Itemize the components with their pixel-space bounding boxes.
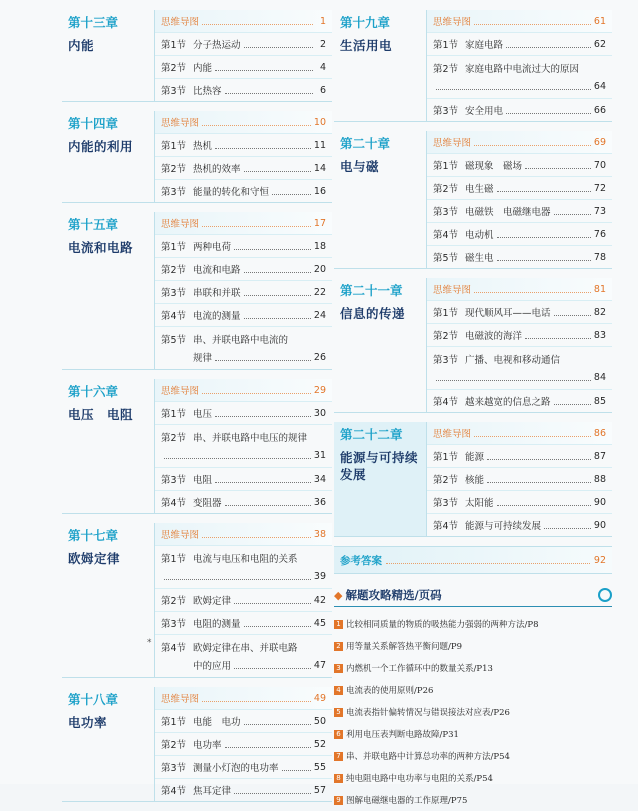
section-title: 焦耳定律: [193, 786, 232, 797]
page-number: 76: [593, 228, 606, 240]
chapter-block: [62, 10, 332, 102]
mind-map-label: 思维导图: [161, 17, 200, 28]
toc-section-entry[interactable]: [155, 425, 332, 468]
section-number: 第3节: [161, 619, 187, 630]
toc-section-entry[interactable]: [427, 200, 612, 223]
toc-section-entry[interactable]: [155, 56, 332, 79]
section-title: 比热容: [193, 86, 222, 97]
strategy-item[interactable]: [334, 789, 612, 811]
answers-label: 参考答案: [340, 554, 382, 567]
item-number-badge: 7: [334, 752, 343, 761]
page-number: 47: [313, 659, 326, 671]
strategy-item-text: 用等量关系解答热平衡问题/P9: [346, 642, 462, 652]
section-title: 欧姆定律: [193, 596, 232, 607]
item-number-badge: 2: [334, 642, 343, 651]
mind-map-entry[interactable]: [427, 422, 612, 445]
chapter-sections: [154, 212, 332, 369]
section-title: 串、并联电路中电压的规律: [193, 433, 308, 444]
section-number: 第2节: [433, 64, 459, 75]
chapter-block: [62, 379, 332, 514]
page-number: 49: [313, 692, 326, 704]
section-number: 第1节: [161, 717, 187, 728]
section-number: 第1节: [161, 242, 187, 253]
toc-section-entry[interactable]: [427, 390, 612, 412]
section-title: 电流的测量: [193, 311, 241, 322]
chapter-heading: [334, 278, 426, 412]
mind-map-entry[interactable]: [155, 523, 332, 546]
strategy-item-text: 比较相同质量的物质的吸热能力强弱的两种方法/P8: [346, 620, 539, 630]
chapter-block: [334, 10, 612, 122]
chapter-heading: [62, 111, 154, 202]
chapter-title: 电与磁: [340, 159, 380, 174]
section-number: 第2节: [161, 63, 187, 74]
chapter-heading: [62, 10, 154, 101]
toc-section-entry[interactable]: [155, 491, 332, 513]
item-number-badge: 5: [334, 708, 343, 717]
mind-map-entry[interactable]: [427, 10, 612, 33]
page-number: 90: [593, 496, 606, 508]
page-number: 17: [313, 217, 326, 229]
toc-section-entry[interactable]: [427, 246, 612, 268]
toc-section-entry[interactable]: [155, 733, 332, 756]
toc-section-entry[interactable]: [155, 33, 332, 56]
toc-section-entry[interactable]: [155, 589, 332, 612]
section-title: 电功率: [193, 740, 222, 751]
page-number: 38: [313, 528, 326, 540]
section-number: 第2节: [433, 331, 459, 342]
mind-map-label: 思维导图: [433, 138, 472, 149]
strategy-item-text: 图解电磁继电器的工作原理/P75: [346, 796, 468, 806]
chapter-number: 第十六章: [68, 384, 119, 399]
chapter-title: 信息的传递: [340, 306, 406, 321]
toc-section-entry[interactable]: [155, 402, 332, 425]
section-title: 串联和并联: [193, 288, 241, 299]
toc-section-entry[interactable]: [155, 79, 332, 101]
section-title: 能源与可持续发展: [465, 521, 542, 532]
section-number: 第1节: [433, 161, 459, 172]
chapter-heading: [62, 379, 154, 513]
section-title: 测量小灯泡的电功率: [193, 763, 279, 774]
strategy-item-text: 内燃机一个工作循环中的数量关系/P13: [346, 664, 493, 674]
page-number: 62: [593, 38, 606, 50]
strategy-item-text: 电流表的使用原则/P26: [346, 686, 434, 696]
mind-map-label: 思维导图: [161, 118, 200, 129]
page-number: 73: [593, 205, 606, 217]
chapter-number: 第十三章: [68, 15, 119, 30]
section-number: 第3节: [161, 763, 187, 774]
toc-left-column: [62, 10, 332, 811]
section-title: 热机的效率: [193, 164, 241, 175]
section-number: 第1节: [433, 452, 459, 463]
chapter-number: 第十八章: [68, 692, 119, 707]
chapter-heading: [62, 523, 154, 677]
page-number: 16: [313, 185, 326, 197]
section-number: 第3节: [433, 355, 459, 366]
page-number: 86: [593, 427, 606, 439]
chapter-heading: [334, 422, 426, 536]
page-number: 52: [313, 738, 326, 750]
section-number: 第1节: [161, 141, 187, 152]
section-title: 家庭电路中电流过大的原因: [465, 64, 580, 75]
section-number: 第1节: [161, 40, 187, 51]
chapter-title: 内能: [68, 38, 95, 53]
section-number: 第4节: [433, 521, 459, 532]
strategy-item[interactable]: [334, 657, 612, 679]
page-number: 90: [593, 519, 606, 531]
toc-section-entry[interactable]: [155, 258, 332, 281]
section-title: 家庭电路: [465, 40, 504, 51]
mind-map-entry[interactable]: [155, 10, 332, 33]
page-number: 11: [313, 139, 326, 151]
page-number: 84: [593, 371, 606, 383]
strategy-title: 解题攻略精选/页码: [345, 588, 442, 602]
page-number: 78: [593, 251, 606, 263]
answers-page: 92: [593, 554, 606, 566]
chapter-title: 内能的利用: [68, 139, 134, 154]
section-number: 第4节: [161, 643, 187, 654]
item-number-badge: 1: [334, 620, 343, 629]
chapter-heading: [334, 131, 426, 268]
mind-map-label: 思维导图: [161, 219, 200, 230]
chapter-number: 第十四章: [68, 116, 119, 131]
page-number: 81: [593, 283, 606, 295]
toc-section-entry[interactable]: [155, 281, 332, 304]
chapter-block: [62, 111, 332, 203]
mind-map-label: 思维导图: [161, 694, 200, 705]
strategy-item[interactable]: [334, 635, 612, 657]
page-number: 14: [313, 162, 326, 174]
mind-map-entry[interactable]: [155, 687, 332, 710]
page-number: 72: [593, 182, 606, 194]
chapter-number: 第二十二章: [340, 427, 403, 442]
mind-map-label: 思维导图: [161, 386, 200, 397]
section-title: 电阻的测量: [193, 619, 241, 630]
mind-map-label: 思维导图: [433, 429, 472, 440]
section-number: 第4节: [161, 311, 187, 322]
item-number-badge: 9: [334, 796, 343, 805]
page-number: 34: [313, 473, 326, 485]
page-number: 4: [319, 61, 326, 73]
chapter-title: 电流和电路: [68, 240, 134, 255]
strategy-item[interactable]: [334, 745, 612, 767]
section-title: 磁现象 磁场: [465, 161, 523, 172]
page-number: 31: [313, 449, 326, 461]
section-number: 第2节: [161, 265, 187, 276]
page-number: 61: [593, 15, 606, 27]
section-title: 太阳能: [465, 498, 494, 509]
section-title: 电能 电功: [193, 717, 241, 728]
chapter-sections: [426, 10, 612, 121]
toc-section-entry[interactable]: [155, 612, 332, 635]
page-number: 20: [313, 263, 326, 275]
chapter-number: 第二十章: [340, 136, 391, 151]
chapter-block: [334, 422, 612, 537]
toc-section-entry[interactable]: [427, 33, 612, 56]
page-number: 30: [313, 407, 326, 419]
section-title: 电阻: [193, 475, 213, 486]
page-number: 70: [593, 159, 606, 171]
page-number: 57: [313, 784, 326, 796]
section-number: 第1节: [433, 40, 459, 51]
toc-section-entry[interactable]: [427, 177, 612, 200]
section-title: 分子热运动: [193, 40, 241, 51]
section-title: 电生磁: [465, 184, 494, 195]
toc-section-entry[interactable]: [427, 56, 612, 99]
page-number: 2: [319, 38, 326, 50]
section-title: 能量的转化和守恒: [193, 187, 270, 198]
mind-map-entry[interactable]: [427, 131, 612, 154]
strategy-item-text: 串、并联电路中计算总功率的两种方法/P54: [346, 752, 510, 762]
page-number: 50: [313, 715, 326, 727]
chapter-sections: [426, 422, 612, 536]
page-number: 45: [313, 617, 326, 629]
page-number: 6: [319, 84, 326, 96]
item-number-badge: 4: [334, 686, 343, 695]
section-title: 热机: [193, 141, 213, 152]
section-number: 第1节: [161, 409, 187, 420]
section-number: 第3节: [161, 86, 187, 97]
section-number: 第3节: [161, 475, 187, 486]
page-number: 10: [313, 116, 326, 128]
mind-map-label: 思维导图: [161, 530, 200, 541]
section-number: 第1节: [161, 554, 187, 565]
toc-section-entry[interactable]: [155, 779, 332, 801]
section-number: 第2节: [433, 184, 459, 195]
section-title: 现代顺风耳——电话: [465, 308, 551, 319]
toc-section-entry[interactable]: [427, 468, 612, 491]
chapter-title: 生活用电: [340, 38, 393, 53]
chapter-block: [62, 212, 332, 370]
section-number: 第4节: [433, 230, 459, 241]
section-title: 变阻器: [193, 498, 222, 509]
section-number: 第2节: [161, 433, 187, 444]
section-number: 第5节: [433, 253, 459, 264]
section-number: 第3节: [161, 288, 187, 299]
section-title: 磁生电: [465, 253, 494, 264]
strategy-header: [334, 584, 612, 607]
mind-map-entry[interactable]: [155, 379, 332, 402]
page-number: 24: [313, 309, 326, 321]
section-title: 两种电荷: [193, 242, 232, 253]
chapter-number: 第二十一章: [340, 283, 403, 298]
strategy-item[interactable]: [334, 613, 612, 635]
strategy-item[interactable]: [334, 767, 612, 789]
chapter-sections: [154, 10, 332, 101]
section-title: 内能: [193, 63, 213, 74]
toc-section-entry[interactable]: [155, 327, 332, 369]
section-number: 第2节: [161, 596, 187, 607]
chapter-block: [62, 687, 332, 802]
chapter-title: 能源与可持续发展: [340, 450, 419, 482]
page-number: 1: [319, 15, 326, 27]
page-number: 87: [593, 450, 606, 462]
chapter-sections: [154, 111, 332, 202]
section-number: 第3节: [433, 207, 459, 218]
section-title: 广播、电视和移动通信: [465, 355, 561, 366]
chapter-title: 电压 电阻: [68, 407, 134, 422]
toc-section-entry[interactable]: [147, 635, 332, 677]
toc-section-entry[interactable]: [155, 546, 332, 589]
mind-map-entry[interactable]: [155, 212, 332, 235]
toc-section-entry[interactable]: [155, 756, 332, 779]
section-number: 第2节: [161, 740, 187, 751]
page-number: 85: [593, 395, 606, 407]
section-number: 第3节: [161, 187, 187, 198]
chapter-number: 第十七章: [68, 528, 119, 543]
chapter-block: [62, 523, 332, 678]
page-number: 26: [313, 351, 326, 363]
chapter-number: 第十五章: [68, 217, 119, 232]
section-title: 电压: [193, 409, 213, 420]
star-icon: *: [147, 638, 152, 648]
toc-right-column: [334, 10, 612, 811]
section-title: 电磁铁 电磁继电器: [465, 207, 551, 218]
toc-section-entry[interactable]: [155, 134, 332, 157]
toc-section-entry[interactable]: [155, 235, 332, 258]
strategy-item-text: 电流表指针偏转情况与错误接法对应表/P26: [346, 708, 510, 718]
toc-section-entry[interactable]: [427, 301, 612, 324]
section-title: 电流和电路: [193, 265, 241, 276]
item-number-badge: 3: [334, 664, 343, 673]
section-title: 电磁波的海洋: [465, 331, 523, 342]
toc-section-entry[interactable]: [155, 468, 332, 491]
diamond-icon: ◆: [334, 588, 343, 602]
page-number: 18: [313, 240, 326, 252]
item-number-badge: 6: [334, 730, 343, 739]
toc-section-entry[interactable]: [427, 324, 612, 347]
section-title: 串、并联电路中电流的: [193, 335, 289, 346]
toc-section-entry[interactable]: [427, 223, 612, 246]
chapter-sections: [426, 278, 612, 412]
mind-map-label: 思维导图: [433, 285, 472, 296]
toc-section-entry[interactable]: [155, 710, 332, 733]
toc-section-entry[interactable]: [155, 180, 332, 202]
toc-section-entry[interactable]: [427, 491, 612, 514]
chapter-number: 第十九章: [340, 15, 391, 30]
chapter-block: [334, 278, 612, 413]
section-title-cont: 中的应用: [193, 661, 232, 672]
toc-section-entry[interactable]: [155, 157, 332, 180]
toc-section-entry[interactable]: [155, 304, 332, 327]
strategy-list: [334, 613, 612, 811]
section-number: 第5节: [161, 335, 187, 346]
section-number: 第4节: [161, 498, 187, 509]
answers-entry[interactable]: [334, 546, 612, 574]
strategy-item[interactable]: [334, 679, 612, 701]
strategy-item[interactable]: [334, 701, 612, 723]
toc-section-entry[interactable]: [427, 99, 612, 121]
page-number: 22: [313, 286, 326, 298]
section-number: 第4节: [433, 397, 459, 408]
item-number-badge: 8: [334, 774, 343, 783]
strategy-item-text: 利用电压表判断电路故障/P31: [346, 730, 459, 740]
page-number: 36: [313, 496, 326, 508]
chapter-sections: [154, 379, 332, 513]
section-number: 第3节: [433, 106, 459, 117]
page-number: 83: [593, 329, 606, 341]
page-number: 42: [313, 594, 326, 606]
mind-map-label: 思维导图: [433, 17, 472, 28]
chapter-block: [334, 131, 612, 269]
section-title: 电动机: [465, 230, 494, 241]
page-number: 64: [593, 80, 606, 92]
strategy-item-text: 纯电阻电路中电功率与电阻的关系/P54: [346, 774, 493, 784]
toc-section-entry[interactable]: [427, 445, 612, 468]
page-number: 69: [593, 136, 606, 148]
page-number: 88: [593, 473, 606, 485]
section-number: 第2节: [433, 475, 459, 486]
section-title-cont: 规律: [193, 353, 213, 364]
page-number: 55: [313, 761, 326, 773]
mind-map-entry[interactable]: [155, 111, 332, 134]
page-number: 29: [313, 384, 326, 396]
strategy-item[interactable]: [334, 723, 612, 745]
page-number: 39: [313, 570, 326, 582]
section-title: 越来越宽的信息之路: [465, 397, 551, 408]
chapter-sections: [147, 523, 332, 677]
chapter-sections: [426, 131, 612, 268]
chapter-title: 欧姆定律: [68, 551, 121, 566]
mind-map-entry[interactable]: [427, 278, 612, 301]
chapter-title: 电功率: [68, 715, 108, 730]
toc-section-entry[interactable]: [427, 154, 612, 177]
section-number: 第2节: [161, 164, 187, 175]
toc-section-entry[interactable]: [427, 347, 612, 390]
section-number: 第1节: [433, 308, 459, 319]
page-number: 66: [593, 104, 606, 116]
section-number: 第3节: [433, 498, 459, 509]
section-title: 安全用电: [465, 106, 504, 117]
page-number: 82: [593, 306, 606, 318]
chapter-heading: [334, 10, 426, 121]
section-title: 能源: [465, 452, 485, 463]
section-title: 电流与电压和电阻的关系: [193, 554, 298, 565]
section-number: 第4节: [161, 786, 187, 797]
toc-section-entry[interactable]: [427, 514, 612, 536]
chapter-heading: [62, 212, 154, 369]
section-title: 核能: [465, 475, 485, 486]
section-title: 欧姆定律在串、并联电路: [193, 643, 298, 654]
ring-icon: [598, 588, 612, 602]
